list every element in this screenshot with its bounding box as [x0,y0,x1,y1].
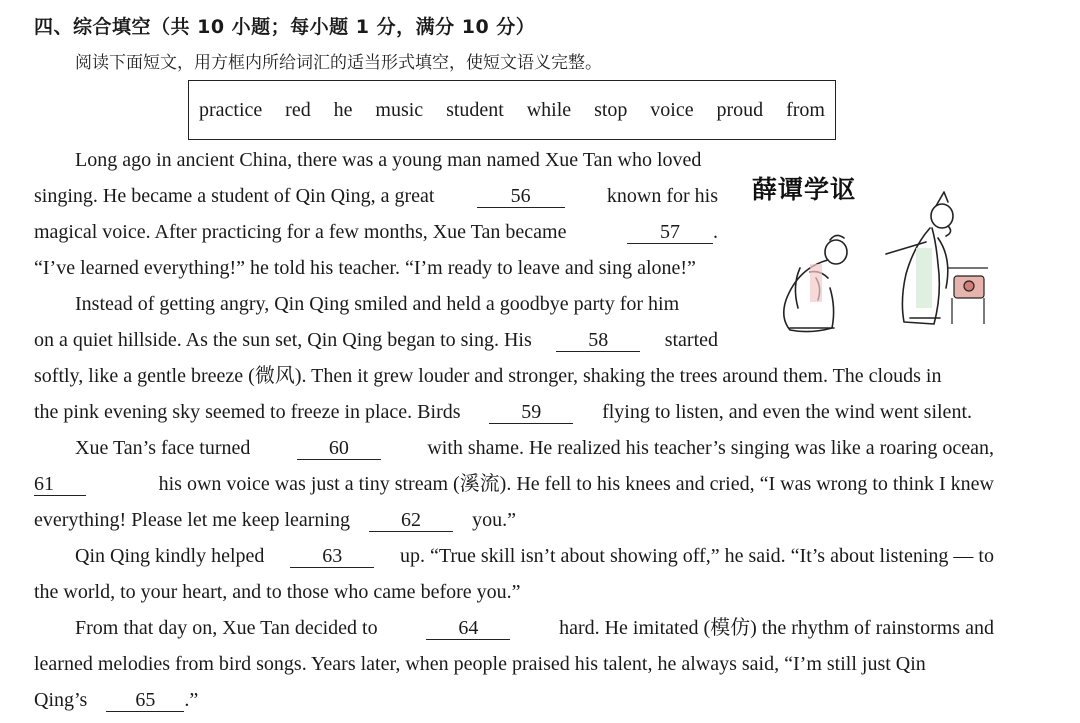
passage-line [34,683,198,717]
blank-56[interactable]: 56 [477,185,565,208]
blank-62[interactable]: 62 [369,509,453,532]
passage-text: singing. He became a student of Qin Qing, a great [34,185,435,207]
passage-text: softly, like a gentle breeze (微风). Then it grew louder and stronger, shaking the trees around them. The clouds in [34,365,942,387]
word-bank-item: stop [594,98,628,121]
word-bank-item: from [786,98,825,121]
passage-line [75,143,718,177]
passage-text: his own voice was just a tiny stream (溪流). He fell to his knees and cried, “I was wrong to think I knew [158,473,994,495]
word-bank-item: red [285,98,311,121]
blank-57[interactable]: 57 [627,221,713,244]
blank-61[interactable]: 61 [34,473,86,496]
illustration-title: 薛谭学讴 [752,175,857,204]
passage-line [75,539,994,573]
section-heading: 四、综合填空（共 10 小题；每小题 1 分，满分 10 分） [34,16,536,38]
passage-text: on a quiet hillside. As the sun set, Qin Qing began to sing. His [34,329,532,351]
passage-text: magical voice. After practicing for a few months, Xue Tan became [34,221,567,243]
word-bank-item: while [526,98,572,121]
blank-64[interactable]: 64 [426,617,510,640]
passage-text: “I’ve learned everything!” he told his teacher. “I’m ready to leave and sing alone!” [34,257,696,279]
passage-line [34,503,516,537]
passage-line [34,575,521,609]
passage-text: .” [184,689,199,711]
word-bank-item: he [333,98,353,121]
passage-text: the world, to your heart, and to those who came before you.” [34,581,521,603]
blank-63[interactable]: 63 [290,545,374,568]
passage-line [75,431,994,465]
passage-text: the pink evening sky seemed to freeze in place. Birds [34,401,461,423]
passage-text: flying to listen, and even the wind went silent. [602,401,972,423]
word-bank-item: student [446,98,504,121]
blank-59[interactable]: 59 [489,401,573,424]
passage-text: Qing’s [34,689,88,711]
passage-text: learned melodies from bird songs. Years later, when people praised his talent, he always said, “I’m still just Qin [34,653,926,675]
section-instruction: 阅读下面短文，用方框内所给词汇的适当形式填空，使短文语义完整。 [75,53,602,73]
word-bank-item: practice [199,98,263,121]
passage-line [34,395,972,429]
passage-line [34,359,994,393]
blank-58[interactable]: 58 [556,329,640,352]
illustration [740,168,990,338]
word-bank-item: proud [716,98,764,121]
passage-line [34,215,718,249]
passage-text: with shame. He realized his teacher’s singing was like a roaring ocean, [427,437,994,459]
passage-text: everything! Please let me keep learning [34,509,350,531]
passage-text: hard. He imitated (模仿) the rhythm of rainstorms and [559,617,994,639]
passage-line [34,467,994,501]
word-bank-box [188,80,836,140]
passage-text: known for his [606,185,718,207]
blank-60[interactable]: 60 [297,437,381,460]
passage-text: From that day on, Xue Tan decided to [75,617,378,639]
passage-text: . [713,221,718,243]
passage-text: Xue Tan’s face turned [75,437,251,459]
passage-text: started [664,329,718,351]
passage-text: Qin Qing kindly helped [75,545,265,567]
passage-line [34,323,718,357]
passage-line [34,647,994,681]
passage-line [34,179,718,213]
passage-line [34,251,718,285]
cartoon-figures [740,168,990,338]
passage-line [75,611,994,645]
passage-text: you.” [472,509,516,531]
instrument [954,276,984,298]
word-bank-item: music [375,98,424,121]
passage-line [75,287,718,321]
blank-65[interactable]: 65 [106,689,184,712]
word-bank-item: voice [650,98,694,121]
passage-text: Long ago in ancient China, there was a young man named Xue Tan who loved [75,149,702,171]
passage-text: Instead of getting angry, Qin Qing smiled and held a goodbye party for him [75,293,680,315]
passage-text: up. “True skill isn’t about showing off,” he said. “It’s about listening — to [399,545,994,567]
